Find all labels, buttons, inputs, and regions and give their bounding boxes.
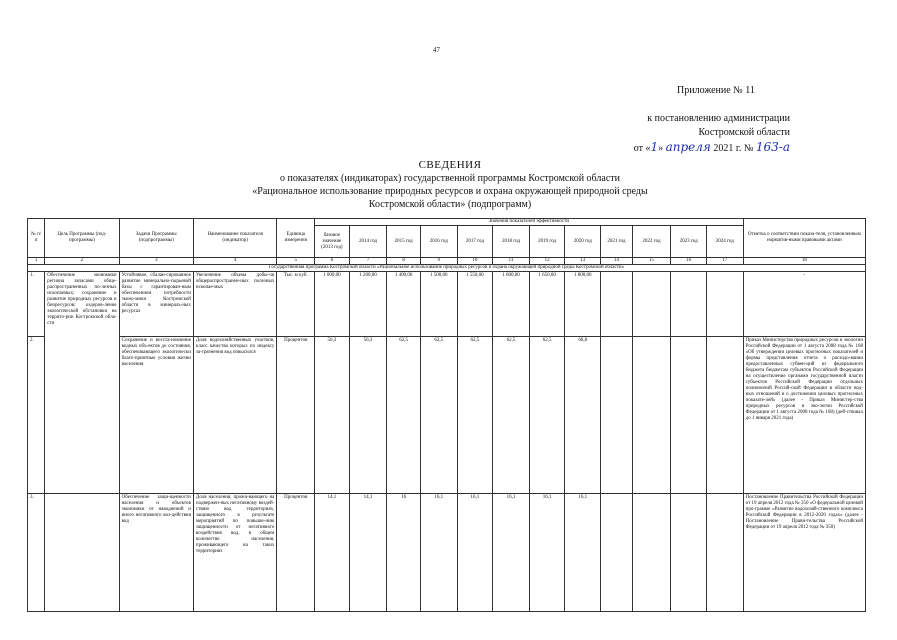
- row-value: [706, 494, 743, 612]
- row-value: 62,5: [457, 337, 493, 494]
- column-number: 3: [119, 258, 193, 265]
- program-row: [28, 265, 866, 272]
- header-year: 2015 год: [387, 226, 421, 258]
- column-numbers-row: [28, 258, 866, 265]
- row-value: 16: [387, 494, 421, 612]
- decree-day: 1: [650, 140, 659, 154]
- column-number: 14: [601, 258, 633, 265]
- header-row-1: [28, 219, 866, 226]
- header-year: 2014 год: [349, 226, 387, 258]
- row-indicator: Доля водохозяйственных участков, класс качества которых по индексу за-грязнения вод повысился: [193, 337, 276, 494]
- decree-month: апреля: [665, 140, 711, 154]
- row-value: [671, 272, 707, 337]
- row-value: [706, 337, 743, 494]
- column-number: 9: [420, 258, 457, 265]
- column-number: 4: [193, 258, 276, 265]
- row-goal: Обеспечение экономики региона запасами обще-распространенных по-лезных ископаемых; сохранение и развитие природных ресурсов и биоресурсов; оздоров-ление экологической обстановки на террито-рии Костромской обла-сти: [45, 272, 119, 494]
- header-num: № п/п: [28, 219, 45, 258]
- title-line-3: «Рациональное использование природных ресурсов и охрана окружающей природной среды: [252, 186, 648, 197]
- column-number: 17: [706, 258, 743, 265]
- decree-year: 2021 г. №: [713, 143, 754, 154]
- header-base: базовое значение (2013 год): [315, 226, 350, 258]
- row-unit: Тыс. м куб.: [277, 272, 315, 337]
- title-line-1: СВЕДЕНИЯ: [418, 159, 482, 171]
- header-goal: Цель Программы (под-программы): [45, 219, 119, 258]
- row-value: 56,3: [315, 337, 350, 494]
- column-number: 5: [277, 258, 315, 265]
- row-value: 56,3: [349, 337, 387, 494]
- decree-mid: »: [658, 143, 664, 154]
- row-unit: Процентов: [277, 337, 315, 494]
- column-number: 2: [45, 258, 119, 265]
- row-value: 1 400,00: [387, 272, 421, 337]
- row-note: -: [743, 272, 865, 337]
- row-value: 62,5: [493, 337, 530, 494]
- row-value: 16,1: [493, 494, 530, 612]
- decree-line-2: Костромской области: [698, 127, 790, 138]
- decree-prefix: от «: [633, 143, 651, 154]
- decree-line-1: к постановлению администрации: [647, 113, 790, 124]
- column-number: 10: [457, 258, 493, 265]
- table-row: [28, 272, 866, 337]
- row-value: 16,1: [565, 494, 601, 612]
- row-value: 16,1: [457, 494, 493, 612]
- row-value: [706, 272, 743, 337]
- decree-block: [600, 112, 790, 156]
- column-number: 1: [28, 258, 45, 265]
- header-unit: Единица измерения: [277, 219, 315, 258]
- row-indicator: Доля населения, прожи-вающего на подвержен-ных негативному воздей-ствию вод территориях, защищенного в результате мероприятий по повыше-нию защищенности от негативного воздействия вод, в общем количестве населения, проживающего на таких территориях: [193, 494, 276, 612]
- row-value: [601, 337, 633, 494]
- program-title: Государственная программа Костромской области «Рациональное использование природных ресурсов и охрана окружающей природной среды Костромской области»: [28, 265, 866, 272]
- row-value: [632, 272, 671, 337]
- header-year: 2020 год: [565, 226, 601, 258]
- table-row: [28, 494, 866, 612]
- row-value: 1 600,00: [493, 272, 530, 337]
- row-value: 16,1: [529, 494, 565, 612]
- header-year: 2019 год: [529, 226, 565, 258]
- row-unit: Процентов: [277, 494, 315, 612]
- column-number: 6: [315, 258, 350, 265]
- row-value: [601, 272, 633, 337]
- column-number: 12: [529, 258, 565, 265]
- column-number: 7: [349, 258, 387, 265]
- row-task: Сохранение и восста-новление водных объ-ектов до состояния, обеспечивающего экологически благо-приятные условия жизни населения: [119, 337, 193, 494]
- indicators-table: [27, 218, 866, 612]
- row-num: 2.: [28, 337, 45, 494]
- row-value: 62,5: [387, 337, 421, 494]
- header-year: 2017 год: [457, 226, 493, 258]
- title-line-2: о показателях (индикаторах) государственной программы Костромской области: [280, 173, 620, 184]
- row-num: 1.: [28, 272, 45, 337]
- header-task: Задачи Программы (подпрограммы): [119, 219, 193, 258]
- row-num: 3.: [28, 494, 45, 612]
- column-number: 15: [632, 258, 671, 265]
- header-values-group: Значения показателей эффективности: [315, 219, 744, 226]
- row-value: 1 500,00: [420, 272, 457, 337]
- row-task: Обеспечение защи-щенности населения и объектов экономики от наводнений и иного негативного воз-действия вод: [119, 494, 193, 612]
- page-number: 47: [433, 46, 440, 54]
- row-value: 1 800,00: [565, 272, 601, 337]
- decree-number: 163-а: [755, 140, 790, 154]
- row-value: 1 000,00: [315, 272, 350, 337]
- row-value: [632, 337, 671, 494]
- row-value: 16,1: [420, 494, 457, 612]
- row-value: [671, 337, 707, 494]
- row-value: 1 650,00: [529, 272, 565, 337]
- row-value: 1 550,00: [457, 272, 493, 337]
- document-title: [200, 159, 700, 211]
- row-value: 68,8: [565, 337, 601, 494]
- row-value: 62,5: [529, 337, 565, 494]
- row-value: [601, 494, 633, 612]
- table-row: [28, 337, 866, 494]
- header-year: 2023 год: [671, 226, 707, 258]
- header-year: 2022 год: [632, 226, 671, 258]
- row-task: Устойчивое, сбалан-сированное развитие минерально-сырьевой базы с гарантирован-ным обеспечением потребности эконо-мики Костромской области в минераль-ных ресурсах: [119, 272, 193, 337]
- row-goal: [45, 494, 119, 612]
- appendix-label: Приложение № 11: [677, 85, 755, 96]
- column-number: 16: [671, 258, 707, 265]
- header-indicator: Наименование показателя (индикатор): [193, 219, 276, 258]
- column-number: 18: [743, 258, 865, 265]
- row-value: 1 200,00: [349, 272, 387, 337]
- header-year: 2024 год: [706, 226, 743, 258]
- row-value: [671, 494, 707, 612]
- row-value: 14,1: [349, 494, 387, 612]
- row-note: Постановление Правительства Российской Федерации от 19 апреля 2012 года № 350 «О федеральной целевой про-грамме «Развитие водохозяй-ственного комплекса Российской Федерации в 2012-2020 годах» (далее - Постановление Прави-тельства Российской Федерации от 19 апреля 2012 года № 350): [743, 494, 865, 612]
- column-number: 13: [565, 258, 601, 265]
- row-value: [632, 494, 671, 612]
- header-year: 2018 год: [493, 226, 530, 258]
- header-note: Отметка о соответствии показа-теля, установленным норматив-ными правовыми актами: [743, 219, 865, 258]
- decree-date-line: [600, 140, 790, 156]
- column-number: 8: [387, 258, 421, 265]
- header-year: 2016 год: [420, 226, 457, 258]
- row-indicator: Увеличение объема добы-чи общераспространен-ных полезных ископае-мых: [193, 272, 276, 337]
- row-value: 62,5: [420, 337, 457, 494]
- row-value: 14,1: [315, 494, 350, 612]
- title-line-4: Костромской области» (подпрограмм): [368, 199, 532, 210]
- column-number: 11: [493, 258, 530, 265]
- header-year: 2021 год: [601, 226, 633, 258]
- row-note: Приказ Министерства природных ресурсов и экологии Российской Федерации от 1 августа 2008 года № 168 «Об утверждении целевых прогнозных показателей и формы представления отчета о расходо-вании предоставленных субвен-ций из федерального бюджета бюджетам субъектов Российской Федерации на осуществление органами государственной власти субъектов Российской Федерации отдельных полномочий Россий-ской Федерации в области вод-ных отношений и о достижении целевых прогнозных показате-лей» (далее - Приказ Министер-ства природных ресурсов и эко-логии Российской Федерации от 1 августа 2008 года № 168) (дей-ствовал до 1 января 2021 года): [743, 337, 865, 494]
